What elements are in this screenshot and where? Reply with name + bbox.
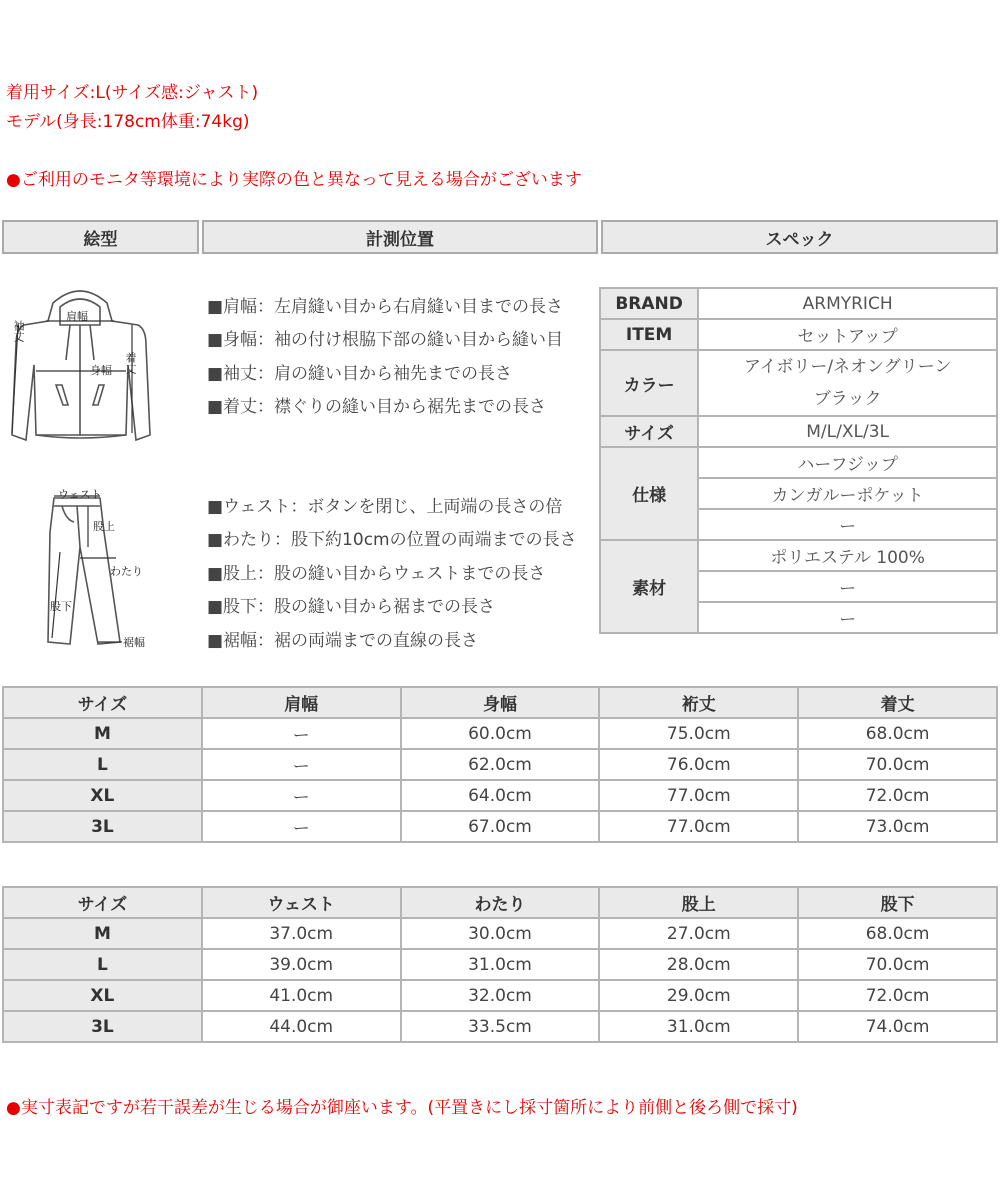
desc-body-width: ■身幅：袖の付け根脇下部の縫い目から縫い目 [207,330,564,350]
table-header-cell: 着丈 [798,687,997,718]
table-cell: 72.0cm [798,980,997,1011]
table-header-cell: ウェスト [202,887,401,918]
desc-rise: ■股上：股の縫い目からウェストまでの長さ [207,564,546,584]
table-cell-size: M [3,718,202,749]
table-cell: 39.0cm [202,949,401,980]
table-cell: 28.0cm [599,949,798,980]
header-spec: スペック [601,220,998,254]
table-row [3,780,997,811]
table-cell: 44.0cm [202,1011,401,1042]
table-cell: 29.0cm [599,980,798,1011]
pants-label-hem: 裾幅 [123,636,145,649]
table-cell: 37.0cm [202,918,401,949]
table-cell: 70.0cm [798,949,997,980]
table-cell: 33.5cm [401,1011,600,1042]
table-cell-size: L [3,749,202,780]
table-row [3,749,997,780]
table-header-cell: わたり [401,887,600,918]
table-cell-size: M [3,918,202,949]
spec-feature-2: カンガルーポケット [698,478,997,509]
table-cell: 31.0cm [599,1011,798,1042]
jacket-label-sleeve: 袖丈 [12,320,25,342]
table-cell-size: L [3,949,202,980]
table-header-cell: サイズ [3,887,202,918]
spec-material-3: ー [698,602,997,633]
table-header-cell: 股上 [599,887,798,918]
spec-key-material: 素材 [600,540,698,633]
table-cell: ー [202,749,401,780]
table-header-row [3,687,997,718]
spec-value-brand: ARMYRICH [698,288,997,319]
table-cell: ー [202,718,401,749]
table-cell-size: XL [3,980,202,1011]
spec-row-item [600,319,997,350]
spec-color-2: ブラック [813,389,882,409]
spec-row-material [600,540,997,571]
color-notice: ●ご利用のモニタ等環境により実際の色と異なって見える場合がございます [6,170,582,190]
pants-label-rise: 股上 [93,520,115,533]
desc-length: ■着丈：襟ぐりの縫い目から裾先までの長さ [207,397,547,417]
desc-shoulder: ■肩幅：左肩縫い目から右肩縫い目までの長さ [207,297,564,317]
top-size-table [2,686,998,843]
table-cell: 70.0cm [798,749,997,780]
table-cell: 67.0cm [401,811,600,842]
table-header-cell: 股下 [798,887,997,918]
table-cell-size: 3L [3,1011,202,1042]
spec-feature-1: ハーフジップ [698,447,997,478]
spec-row-color [600,350,997,416]
model-body-info: モデル(身長:178cm体重:74kg) [6,112,250,132]
table-cell: 41.0cm [202,980,401,1011]
table-header-cell: 身幅 [401,687,600,718]
jacket-label-body: 身幅 [90,364,112,377]
table-cell: 31.0cm [401,949,600,980]
spec-material-2: ー [698,571,997,602]
desc-thigh: ■わたり：股下約10cmの位置の両端までの長さ [207,530,577,550]
table-cell: 77.0cm [599,811,798,842]
model-size-info: 着用サイズ:L(サイズ感:ジャスト) [6,83,259,103]
spec-key-size: サイズ [600,416,698,447]
table-cell: 64.0cm [401,780,600,811]
pants-label-inseam: 股下 [50,600,72,613]
spec-color-1: アイボリー/ネオングリーン [743,357,952,377]
pants-label-thigh: わたり [110,565,143,578]
spec-material-1: ポリエステル 100% [698,540,997,571]
spec-key-item: ITEM [600,319,698,350]
spec-key-color: カラー [600,350,698,416]
spec-row-brand [600,288,997,319]
table-row [3,1011,997,1042]
table-cell: 74.0cm [798,1011,997,1042]
spec-key-feature: 仕様 [600,447,698,540]
table-row [3,980,997,1011]
table-header-cell: 肩幅 [202,687,401,718]
table-cell: 62.0cm [401,749,600,780]
spec-feature-3: ー [698,509,997,540]
spec-value-item: セットアップ [698,319,997,350]
spec-value-color [698,350,997,416]
bottom-size-table [2,886,998,1043]
table-cell: ー [202,780,401,811]
table-row [3,918,997,949]
table-header-row [3,887,997,918]
table-cell-size: XL [3,780,202,811]
spec-row-feature [600,447,997,478]
table-cell: 75.0cm [599,718,798,749]
spec-key-brand: BRAND [600,288,698,319]
table-cell: 77.0cm [599,780,798,811]
table-row [3,949,997,980]
table-cell: 68.0cm [798,918,997,949]
spec-row-size [600,416,997,447]
table-cell: 72.0cm [798,780,997,811]
table-cell: 73.0cm [798,811,997,842]
desc-hem: ■裾幅：裾の両端までの直線の長さ [207,631,479,651]
table-cell-size: 3L [3,811,202,842]
header-measure-position: 計測位置 [202,220,598,254]
spec-table [599,287,998,634]
table-row [3,811,997,842]
desc-inseam: ■股下：股の縫い目から裾までの長さ [207,597,496,617]
section-header-row [2,220,998,254]
table-header-cell: 裄丈 [599,687,798,718]
table-header-cell: サイズ [3,687,202,718]
pants-label-waist: ウェスト [58,488,102,501]
table-cell: ー [202,811,401,842]
table-cell: 32.0cm [401,980,600,1011]
header-illustration: 絵型 [2,220,199,254]
table-row [3,718,997,749]
desc-sleeve: ■袖丈：肩の縫い目から袖先までの長さ [207,364,513,384]
table-cell: 68.0cm [798,718,997,749]
table-cell: 27.0cm [599,918,798,949]
measurement-notice: ●実寸表記ですが若干誤差が生じる場合が御座います。(平置きにし採寸箇所により前側と後ろ側で採寸) [6,1098,798,1118]
jacket-label-length: 着丈 [124,352,137,374]
table-cell: 76.0cm [599,749,798,780]
jacket-label-shoulder: 肩幅 [66,310,88,323]
table-cell: 60.0cm [401,718,600,749]
desc-waist: ■ウェスト：ボタンを閉じ、上両端の長さの倍 [207,497,563,517]
spec-value-size: M/L/XL/3L [698,416,997,447]
table-cell: 30.0cm [401,918,600,949]
